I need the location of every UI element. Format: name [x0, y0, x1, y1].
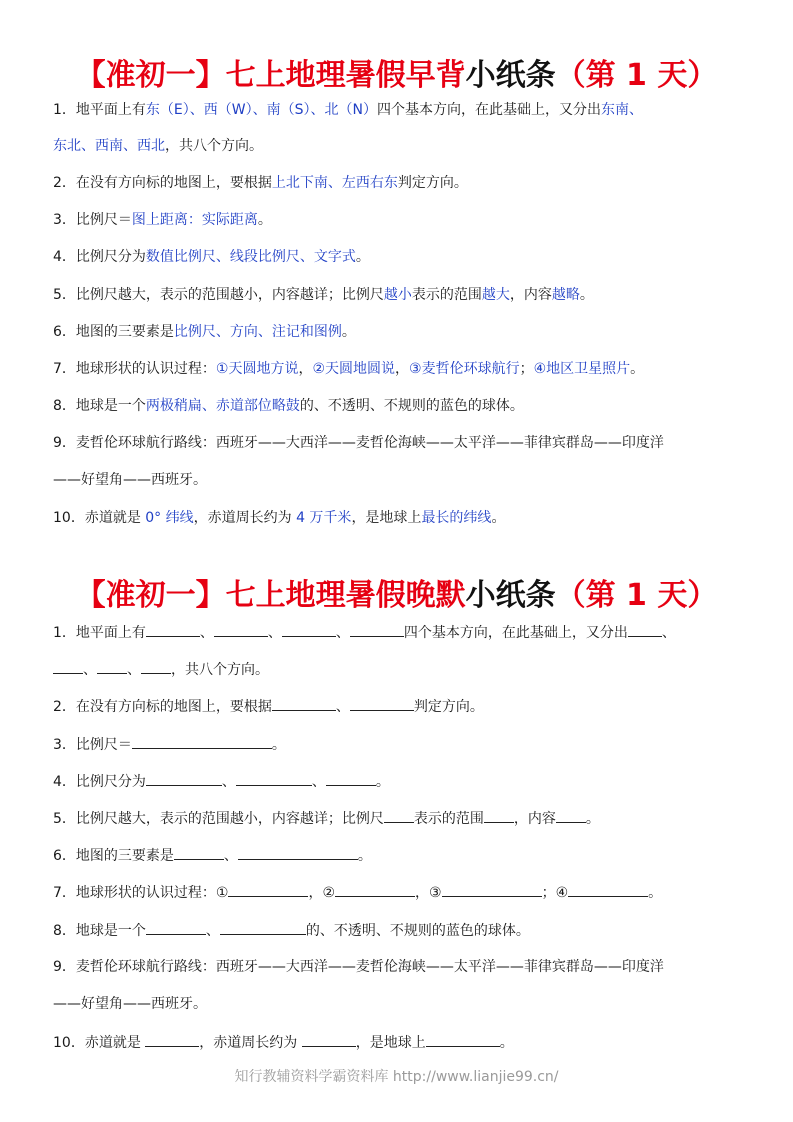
line-text: 。 — [357, 848, 372, 864]
line-text: 。 — [257, 212, 272, 228]
line-text: 表示的范围 — [411, 287, 482, 303]
line-text: 10．赤道就是 — [53, 510, 146, 526]
line-text: ——好望角——西班牙。 — [53, 472, 207, 488]
line-text: ，② — [308, 885, 336, 901]
blank — [146, 771, 222, 786]
evening-item-8 — [53, 920, 753, 941]
blank — [282, 622, 336, 637]
answer-text: 东北 — [53, 138, 81, 154]
morning-item-1-cont — [53, 136, 753, 156]
morning-item-6 — [53, 322, 753, 342]
answer-text: 、 — [189, 102, 204, 118]
answer-text: 上北下南 — [271, 175, 328, 191]
line-text: 7．地球形状的认识过程： — [53, 361, 216, 377]
answer-text: 、 — [252, 102, 267, 118]
line-text: 、 — [205, 923, 220, 939]
line-text: 。 — [271, 737, 286, 753]
answer-text: 最长的纬线 — [421, 510, 492, 526]
answer-text: 、 — [629, 102, 643, 118]
blank — [141, 659, 171, 674]
answer-text: 数值比例尺 — [145, 249, 216, 265]
blank — [145, 1032, 199, 1047]
line-text: 4．比例尺分为 — [53, 774, 146, 790]
line-text: 。 — [355, 249, 370, 265]
morning-item-9 — [53, 433, 753, 453]
line-text: 2．在没有方向标的地图上，要根据 — [53, 175, 272, 191]
blank — [272, 696, 336, 711]
line-text: ，共八个方向。 — [171, 662, 269, 678]
answer-text: 越大 — [481, 287, 510, 303]
blank — [484, 808, 514, 823]
line-text: 、 — [661, 625, 676, 641]
morning-item-2 — [53, 173, 753, 193]
line-text: 。 — [648, 885, 663, 901]
line-text: 、 — [311, 774, 326, 790]
blank — [214, 622, 268, 637]
line-text: 、 — [221, 774, 236, 790]
morning-item-1 — [53, 100, 753, 120]
answer-text: 0° 纬线 — [145, 510, 194, 526]
line-text: ；④ — [541, 885, 569, 901]
answer-text: 、 — [310, 102, 325, 118]
footer-watermark: 知行教辅资料学霸资料库 http://www.lianjie99.cn/ — [234, 1069, 559, 1085]
line-text: 5．比例尺越大，表示的范围越小，内容越详；比例尺 — [53, 287, 384, 303]
evening-item-5 — [53, 808, 753, 829]
blank — [442, 882, 542, 897]
answer-text: 、 — [123, 138, 137, 154]
line-text: ，共八个方向。 — [165, 138, 263, 154]
answer-text: 北（N） — [324, 102, 377, 118]
blank — [350, 696, 414, 711]
evening-item-1-cont — [53, 659, 753, 680]
answer-text: ①天圆地方说 — [215, 361, 299, 377]
answer-text: 南（S） — [266, 102, 311, 118]
line-text: 3．比例尺＝ — [53, 212, 132, 228]
answer-text: 越小 — [383, 287, 412, 303]
blank — [174, 845, 224, 860]
line-text: ，③ — [415, 885, 442, 901]
blank — [568, 882, 648, 897]
line-text: ， — [395, 361, 410, 377]
line-text: 7．地球形状的认识过程：① — [53, 885, 229, 901]
answer-text: 两极稍扁、赤道部位略鼓 — [145, 398, 300, 414]
blank — [335, 882, 415, 897]
line-text: ， — [298, 361, 313, 377]
evening-title: 【准初一】七上地理暑假晚默小纸条（第 1 天） — [75, 578, 718, 613]
line-text: 3．比例尺＝ — [53, 737, 132, 753]
line-text: 。 — [491, 510, 506, 526]
answer-text: 西（W） — [203, 102, 253, 118]
line-text: 6．地图的三要素是 — [53, 324, 174, 340]
line-text: 5．比例尺越大，表示的范围越小，内容越详；比例尺 — [53, 811, 384, 827]
blank — [220, 920, 306, 935]
morning-item-9-cont — [53, 470, 753, 490]
line-text: 1．地平面上有 — [53, 625, 146, 641]
answer-text: 文字式 — [313, 249, 356, 265]
evening-item-7 — [53, 882, 753, 903]
line-text: 、 — [335, 625, 350, 641]
answer-text: 比例尺、方向、注记和图例 — [173, 324, 342, 340]
answer-text: ②天圆地圆说 — [312, 361, 396, 377]
line-text: 四个基本方向，在此基础上，又分出 — [377, 102, 601, 118]
answer-text: 东南 — [601, 102, 629, 118]
answer-text: 左西右东 — [341, 175, 398, 191]
evening-item-3 — [53, 734, 753, 755]
line-text: 1．地平面上有 — [53, 102, 146, 118]
answer-text: 、 — [81, 138, 95, 154]
line-text: 4．比例尺分为 — [53, 249, 146, 265]
morning-item-4 — [53, 247, 753, 267]
morning-item-10 — [53, 508, 753, 528]
line-text: 、 — [199, 625, 214, 641]
line-text: 6．地图的三要素是 — [53, 848, 174, 864]
line-text: 10．赤道就是 — [53, 1035, 146, 1051]
line-text: 。 — [585, 811, 600, 827]
answer-text: 越略 — [551, 287, 580, 303]
blank — [238, 845, 358, 860]
blank — [302, 1032, 356, 1047]
answer-text: 线段比例尺 — [229, 249, 300, 265]
evening-item-1 — [53, 622, 753, 643]
line-text: 。 — [579, 287, 594, 303]
blank — [146, 622, 200, 637]
line-text: 。 — [499, 1035, 514, 1051]
line-text: 、 — [223, 848, 238, 864]
line-text: ，赤道周长约为 — [193, 510, 297, 526]
blank — [236, 771, 312, 786]
answer-text: 西北 — [137, 138, 165, 154]
blank — [132, 734, 272, 749]
morning-title: 【准初一】七上地理暑假早背小纸条（第 1 天） — [75, 58, 718, 93]
blank — [326, 771, 376, 786]
evening-item-10 — [53, 1032, 753, 1053]
line-text: 、 — [127, 662, 141, 678]
line-text: 判定方向。 — [413, 699, 484, 715]
line-text: 、 — [83, 662, 97, 678]
answer-text: 东（E） — [145, 102, 190, 118]
line-text: 。 — [630, 361, 645, 377]
blank — [53, 659, 83, 674]
line-text: 9．麦哲伦环球航行路线：西班牙——大西洋——麦哲伦海峡——太平洋——菲律宾群岛——印度洋 — [53, 959, 664, 975]
line-text: 判定方向。 — [397, 175, 468, 191]
line-text: 的、不透明、不规则的蓝色的球体。 — [305, 923, 530, 939]
line-text: 2．在没有方向标的地图上，要根据 — [53, 699, 272, 715]
blank — [426, 1032, 500, 1047]
line-text: ，内容 — [513, 811, 556, 827]
blank — [628, 622, 662, 637]
blank — [146, 920, 206, 935]
evening-item-2 — [53, 696, 753, 717]
answer-text: 、 — [327, 175, 342, 191]
blank — [350, 622, 404, 637]
morning-item-3 — [53, 210, 753, 230]
morning-item-7 — [53, 359, 753, 379]
line-text: ，是地球上 — [355, 1035, 426, 1051]
line-text: 的、不透明、不规则的蓝色的球体。 — [299, 398, 524, 414]
line-text: 。 — [341, 324, 356, 340]
line-text: ，内容 — [509, 287, 552, 303]
answer-text: 4 万千米 — [296, 510, 352, 526]
line-text: 表示的范围 — [413, 811, 484, 827]
morning-item-8 — [53, 396, 753, 416]
morning-item-5 — [53, 285, 753, 305]
blank — [228, 882, 308, 897]
line-text: ； — [519, 361, 534, 377]
line-text: 四个基本方向，在此基础上，又分出 — [403, 625, 628, 641]
answer-text: 、 — [299, 249, 314, 265]
evening-item-6 — [53, 845, 753, 866]
answer-text: 西南 — [95, 138, 123, 154]
line-text: ——好望角——西班牙。 — [53, 996, 207, 1012]
blank — [556, 808, 586, 823]
line-text: ，是地球上 — [351, 510, 422, 526]
blank — [97, 659, 127, 674]
line-text: 9．麦哲伦环球航行路线：西班牙——大西洋——麦哲伦海峡——太平洋——菲律宾群岛——印度洋 — [53, 435, 664, 451]
answer-text: 图上距离：实际距离 — [131, 212, 258, 228]
line-text: 。 — [375, 774, 390, 790]
blank — [384, 808, 414, 823]
evening-item-9-cont — [53, 994, 753, 1014]
answer-text: 、 — [215, 249, 230, 265]
line-text: 8．地球是一个 — [53, 398, 146, 414]
line-text: ，赤道周长约为 — [199, 1035, 302, 1051]
line-text: 8．地球是一个 — [53, 923, 146, 939]
answer-text: ④地区卫星照片 — [533, 361, 631, 377]
answer-text: ③麦哲伦环球航行 — [409, 361, 520, 377]
line-text: 、 — [335, 699, 350, 715]
evening-item-9 — [53, 957, 753, 977]
line-text: 、 — [267, 625, 282, 641]
evening-item-4 — [53, 771, 753, 792]
